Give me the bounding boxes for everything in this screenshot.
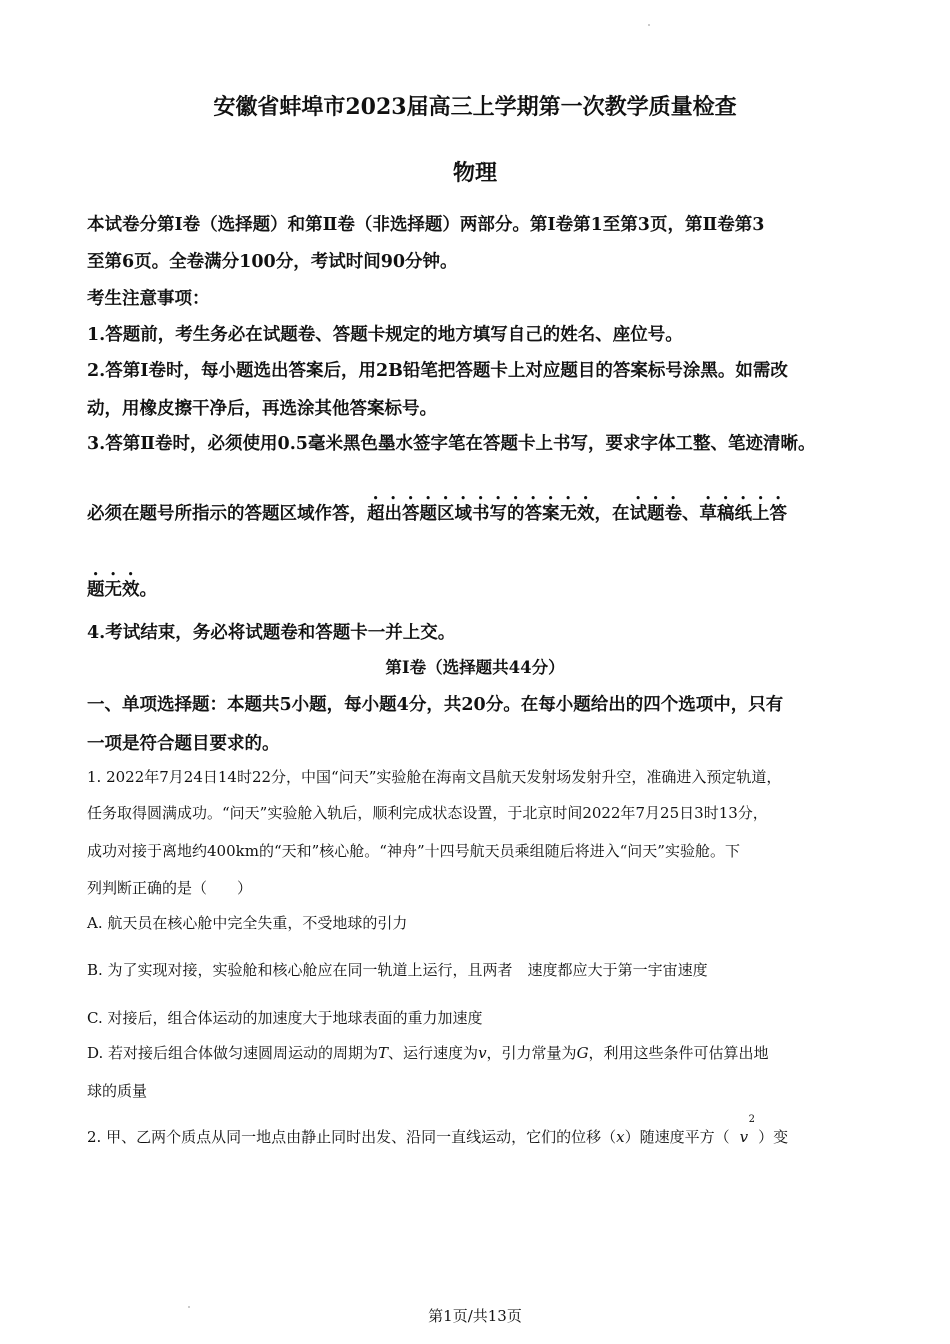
option-text: ，引力常量为 (486, 1044, 577, 1062)
symbol-x: x (616, 1128, 625, 1146)
q1-option-a: A. 航天员在核心舱中完全失重，不受地球的引力 (87, 914, 408, 932)
question-text: ）随速度平方（ (624, 1128, 730, 1146)
q2-line-1 (87, 1114, 789, 1147)
subject-title: 物理 (452, 160, 497, 186)
notice-heading: 考生注意事项： (87, 289, 210, 309)
notice-item-3-line-1: 3.答第Ⅱ卷时，必须使用0.5毫米黑色墨水签字笔在答题卡上书写，要求字体工整、笔迹清晰。 (87, 434, 816, 454)
q1-option-d-line-2: 球的质量 (87, 1082, 148, 1100)
emphasis-text: 草稿纸上答 (699, 504, 787, 524)
q1-line-1: 1. 2022年7月24日14时22分，中国“问天”实验舱在海南文昌航天发射场发射升空，准确进入预定轨道， (87, 768, 782, 786)
scan-speck-top (648, 24, 650, 26)
q1-option-d-line-1 (87, 1042, 769, 1063)
exponent: 2 (748, 1114, 755, 1125)
notice-item-3-line-2 (87, 494, 787, 525)
option-text: 、运行速度为 (388, 1044, 479, 1062)
notice-item-2-line-1: 2.答第Ⅰ卷时，每小题选出答案后，用2B铅笔把答题卡上对应题目的答案标号涂黑。如需改 (87, 361, 788, 381)
option-text: ，利用这些条件可估算出地 (588, 1044, 769, 1062)
intro-line-1: 本试卷分第Ⅰ卷（选择题）和第Ⅱ卷（非选择题）两部分。第Ⅰ卷第1至第3页，第Ⅱ卷第3 (87, 215, 765, 235)
page-footer: 第1页/共13页 (428, 1307, 522, 1325)
part-instructions-line-2: 一项是符合题目要求的。 (87, 734, 280, 754)
part-instructions-line-1: 一、单项选择题：本题共5小题，每小题4分，共20分。在每小题给出的四个选项中，只有 (87, 695, 784, 715)
symbol-G: G (576, 1044, 589, 1062)
notice-item-3-line-3 (87, 570, 157, 601)
emphasis-text: 超出答题区域书写的答案无效 (367, 504, 595, 524)
question-text: 2. 甲、乙两个质点从同一地点由静止同时出发、沿同一直线运动，它们的位移（ (87, 1128, 617, 1146)
q1-line-2: 任务取得圆满成功。“问天”实验舱入轨后，顺利完成状态设置，于北京时间2022年7月25日3时13分， (87, 804, 768, 822)
v-squared (739, 1114, 755, 1146)
notice-item-2-line-2: 动，用橡皮擦干净后，再选涂其他答案标号。 (87, 399, 437, 419)
option-text: D. 若对接后组合体做匀速圆周运动的周期为 (87, 1044, 379, 1062)
symbol-T: T (378, 1044, 389, 1062)
emphasis-text: 题无效 (87, 580, 140, 600)
intro-line-2: 至第6页。全卷满分100分，考试时间90分钟。 (87, 252, 458, 272)
q1-option-c: C. 对接后，组合体运动的加速度大于地球表面的重力加速度 (87, 1009, 483, 1027)
section-title: 第Ⅰ卷（选择题共44分） (385, 658, 565, 677)
page-title: 安徽省蚌埠市2023届高三上学期第一次教学质量检查 (213, 94, 737, 120)
notice-text: ，在 (594, 504, 630, 524)
q1-line-4: 列判断正确的是（ ） (87, 879, 253, 897)
q1-line-3: 成功对接于离地约400km的“天和”核心舱。“神舟”十四号航天员乘组随后将进入“问天”实验舱。下 (87, 842, 740, 860)
symbol-v: v (739, 1128, 749, 1146)
emphasis-text: 试题卷 (629, 504, 682, 524)
question-text: ）变 (758, 1128, 789, 1146)
notice-text: 、 (682, 504, 700, 524)
q1-option-b: B. 为了实现对接，实验舱和核心舱应在同一轨道上运行，且两者 速度都应大于第一宇宙速度 (87, 961, 708, 979)
symbol-v: v (478, 1044, 487, 1062)
notice-item-1: 1.答题前，考生务必在试题卷、答题卡规定的地方填写自己的姓名、座位号。 (87, 325, 683, 345)
notice-text: 。 (139, 580, 157, 600)
notice-item-4: 4.考试结束，务必将试题卷和答题卡一并上交。 (87, 623, 456, 643)
notice-text: 必须在题号所指示的答题区域作答， (87, 504, 367, 524)
